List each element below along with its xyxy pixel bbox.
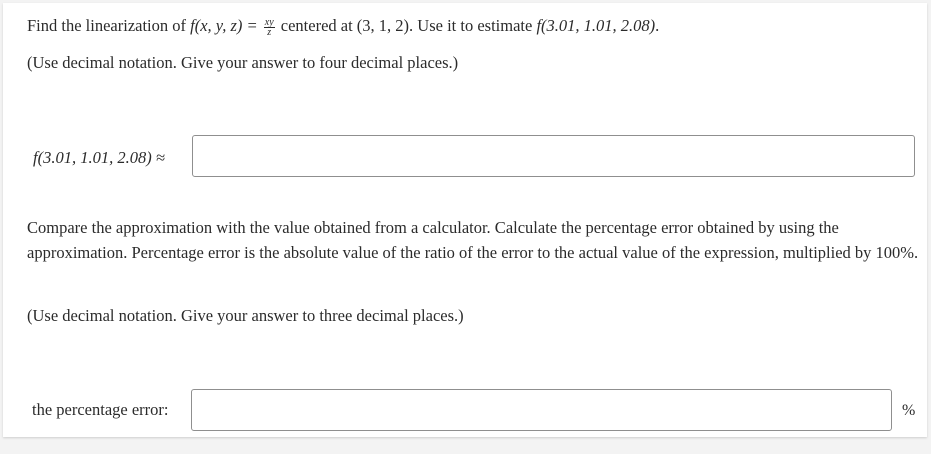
linearization-answer-label: f(3.01, 1.01, 2.08) ≈: [33, 148, 165, 167]
prompt-text-end: .: [655, 16, 660, 35]
estimate-expression: f(3.01, 1.01, 2.08): [536, 16, 656, 35]
question2-prompt: Compare the approximation with the value obtained from a calculator. Calculate the percentage error obtained by using the approximation. Percentage error is the absolute value of the ratio of the error to the actual value of the expression, multiplied by 100%.: [27, 218, 919, 262]
percentage-error-input[interactable]: [191, 389, 892, 431]
fraction-xy-over-z: [264, 18, 275, 37]
linearization-answer-input[interactable]: [192, 135, 915, 177]
question-card: [3, 3, 927, 437]
fraction-numerator: xy: [264, 17, 274, 28]
prompt-text-start: Find the linearization of: [27, 16, 191, 35]
prompt-text-middle: centered at (3, 1, 2). Use it to estimate: [276, 16, 537, 35]
question1-prompt: [27, 13, 659, 39]
percent-unit: %: [902, 402, 916, 419]
fraction-denominator: z: [267, 27, 272, 38]
function-definition: f(x, y, z) =: [190, 16, 262, 35]
percentage-error-label: the percentage error:: [32, 400, 169, 419]
question2-instruction: (Use decimal notation. Give your answer to three decimal places.): [27, 306, 464, 325]
question1-instruction: (Use decimal notation. Give your answer to four decimal places.): [27, 53, 459, 72]
